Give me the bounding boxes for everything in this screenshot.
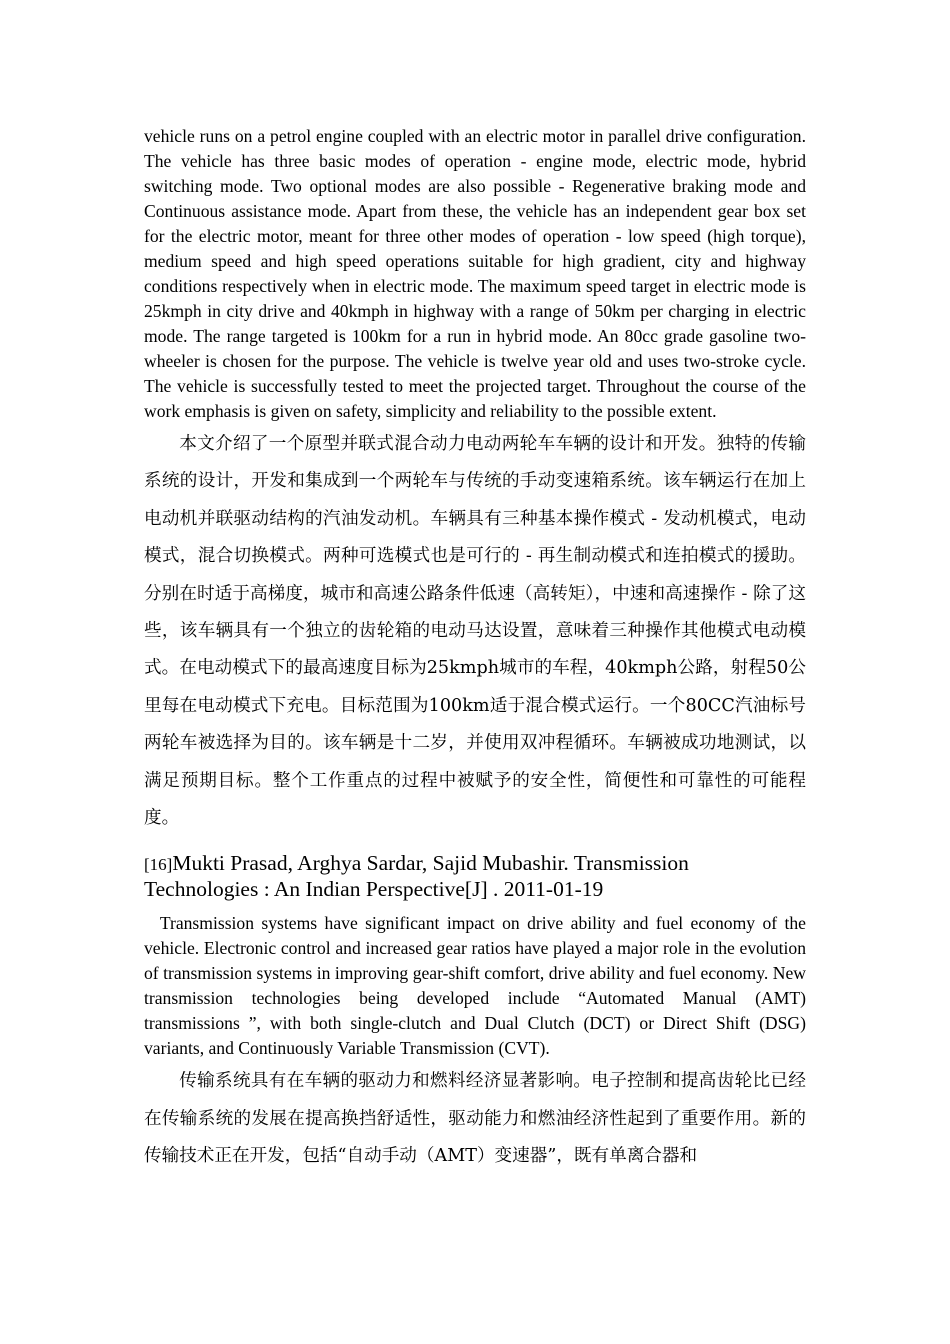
page-content: [144, 124, 806, 1176]
english-abstract-continuation: vehicle runs on a petrol engine coupled with an electric motor in parallel drive configuration. The vehicle has three basic modes of operation - engine mode, electric mode, hybrid switching mode. Two optional modes are also possible - Regenerative braking mode and Continuous assistance mode. Apart from these, the vehicle has an independent gear box set for the electric motor, meant for three other modes of operation - low speed (high torque), medium speed and high speed operations suitable for high gradient, city and highway conditions respectively when in electric mode. The maximum speed target in electric mode is 25kmph in city drive and 40kmph in highway with a range of 50km per charging in electric mode. The range targeted is 100km for a run in hybrid mode. An 80cc grade gasoline two-wheeler is chosen for the purpose. The vehicle is twelve year old and uses two-stroke cycle. The vehicle is successfully tested to meet the projected target. Throughout the course of the work emphasis is given on safety, simplicity and reliability to the possible extent.: [144, 126, 806, 421]
chinese-translation-paragraph: 本文介绍了一个原型并联式混合动力电动两轮车车辆的设计和开发。独特的传输系统的设计，开发和集成到一个两轮车与传统的手动变速箱系统。该车辆运行在加上电动机并联驱动结构的汽油发动机。车辆具有三种基本操作模式 - 发动机模式，电动模式，混合切换模式。两种可选模式也是可行的 - 再生制动模式和连拍模式的援助。分别在时适于高梯度，城市和高速公路条件低速（高转矩），中速和高速操作 - 除了这些，该车辆具有一个独立的齿轮箱的电动马达设置，意味着三种操作其他模式电动模式。在电动模式下的最高速度目标为25kmph城市的车程，40kmph公路，射程50公里每在电动模式下充电。目标范围为100km适于混合模式运行。一个80CC汽油标号两轮车被选择为目的。该车辆是十二岁，并使用双冲程循环。车辆被成功地测试，以满足预期目标。整个工作重点的过程中被赋予的安全性，简便性和可靠性的可能程度。: [144, 434, 806, 829]
reference-citation: Mukti Prasad, Arghya Sardar, Sajid Mubashir. Transmission Technologies : An Indian Perspective[J] . 2011-01-19: [144, 851, 689, 902]
reference-heading: [144, 851, 806, 902]
english-abstract-paragraph: Transmission systems have significant impact on drive ability and fuel economy of the vehicle. Electronic control and increased gear ratios have played a major role in the evolution of transmission systems in improving gear-shift comfort, drive ability and fuel economy. New transmission technologies being developed include “Automated Manual (AMT) transmissions ”, with both single-clutch and Dual Clutch (DCT) or Direct Shift (DSG) variants, and Continuously Variable Transmission (CVT).: [144, 913, 806, 1059]
reference-number: [16]: [144, 855, 173, 875]
chinese-translation-paragraph-2: 传输系统具有在车辆的驱动力和燃料经济显著影响。电子控制和提高齿轮比已经在传输系统的发展在提高换挡舒适性，驱动能力和燃油经济性起到了重要作用。新的传输技术正在开发，包括“自动手动（AMT）变速器”，既有单离合器和: [144, 1071, 806, 1167]
